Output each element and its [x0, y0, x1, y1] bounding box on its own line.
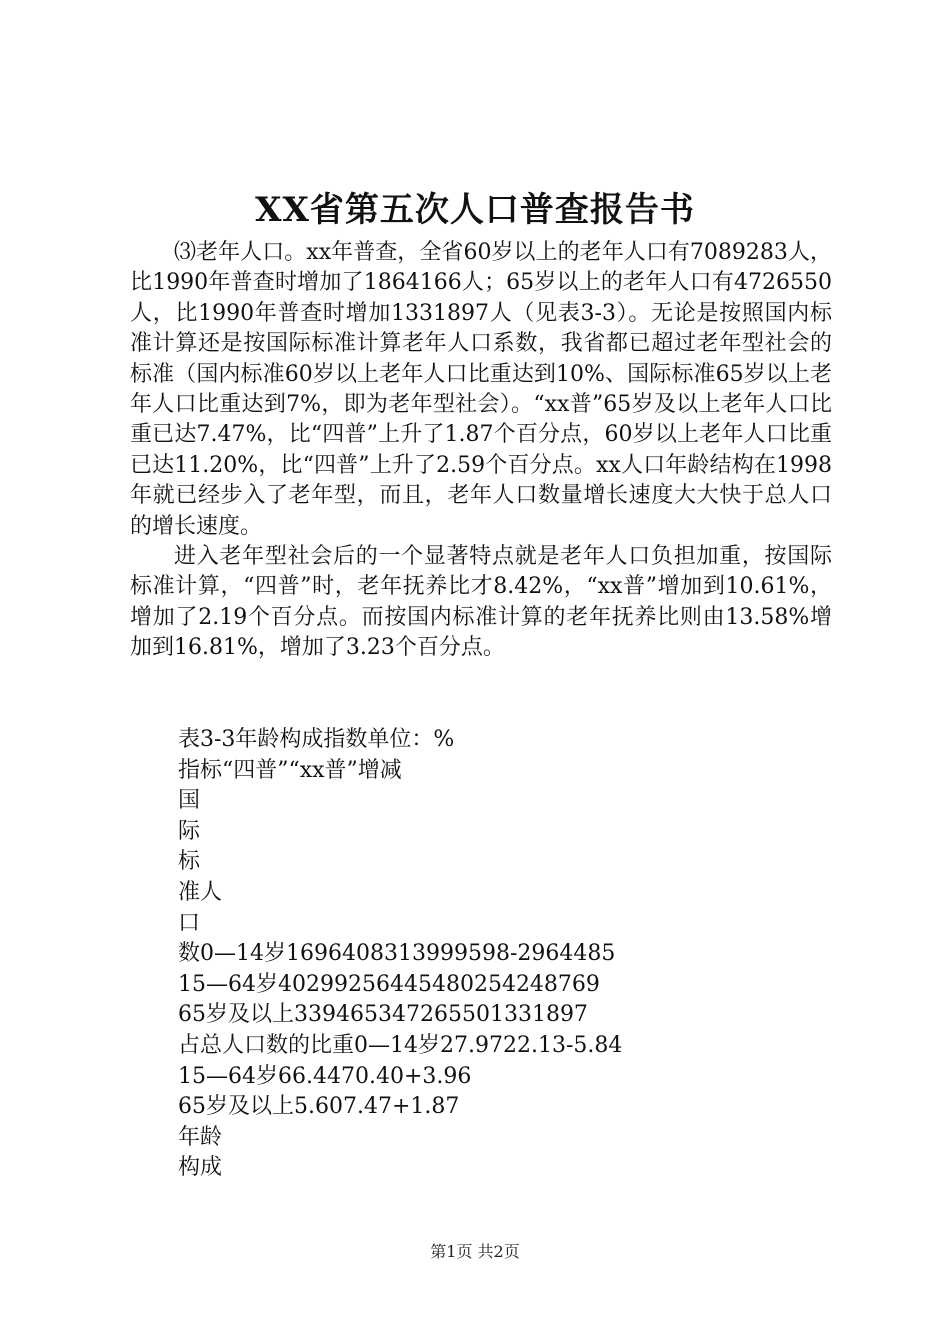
table-line: 标 — [178, 849, 201, 875]
table-row: 占总人口数的比重0—14岁27.9722.13-5.84 — [178, 1032, 623, 1058]
page-title: XX省第五次人口普查报告书 — [255, 190, 695, 230]
paragraph-elderly-population: ⑶老年人口。xx年普查，全省60岁以上的老年人口有7089283人，比1990年普查时增加了1864166人；65岁以上的老年人口有4726550人，比1990年普查时增加1331897人（见表3-3）。无论是按照国内标准计算还是按国际标准计算老年人口系数，我省都已超过老年型社会的标准（国内标准60岁以上老年人口比重达到10%、国际标准65岁以上老年人口比重达到7%，即为老年型社会）。“xx普”65岁及以上老年人口比重已达7.47%，比“四普”上升了1.87个百分点，60岁以上老年人口比重已达11.20%，比“四普”上升了2.59个百分点。xx人口年龄结构在1998年就已经步入了老年型，而且，老年人口数量增长速度大大快于总人口的增长速度。 — [130, 240, 832, 539]
table-row: 数0—14岁1696408313999598-2964485 — [178, 941, 616, 967]
table-line: 国 — [178, 788, 201, 814]
table-line: 际 — [178, 818, 201, 844]
table-line: 年龄 — [178, 1124, 223, 1150]
table-3-3-text — [178, 725, 838, 1184]
body-text — [130, 238, 832, 664]
table-row: 15—64岁4029925644548025424876​9 — [178, 971, 600, 997]
table-row: 65岁及以上5.607.47+1.87 — [178, 1094, 460, 1120]
table-line: 准人 — [178, 879, 223, 905]
table-row: 65岁及以上3394653472655013318​97 — [178, 1002, 588, 1028]
paragraph-dependency-ratio: 进入老年型社会后的一个显著特点就是老年人口负担加重，按国际标准计算，“四普”时，老年抚养比才8.42%，“xx普”增加到10.61%，增加了2.19个百分点。而按国内标准计算的老年抚养比则由13.58%增加到16.81%，增加了3.23个百分点。 — [130, 544, 832, 661]
table-line: 口 — [178, 910, 201, 936]
table-line: 构成 — [178, 1155, 223, 1181]
table-header-line: 指标“四普”“xx普”增减 — [178, 757, 402, 783]
table-row: 15—64岁66.4470.40+3.96 — [178, 1063, 472, 1089]
table-caption: 表3-3年龄构成指数单位：% — [178, 727, 455, 752]
page-footer: 第1页 共2页 — [430, 1242, 520, 1261]
